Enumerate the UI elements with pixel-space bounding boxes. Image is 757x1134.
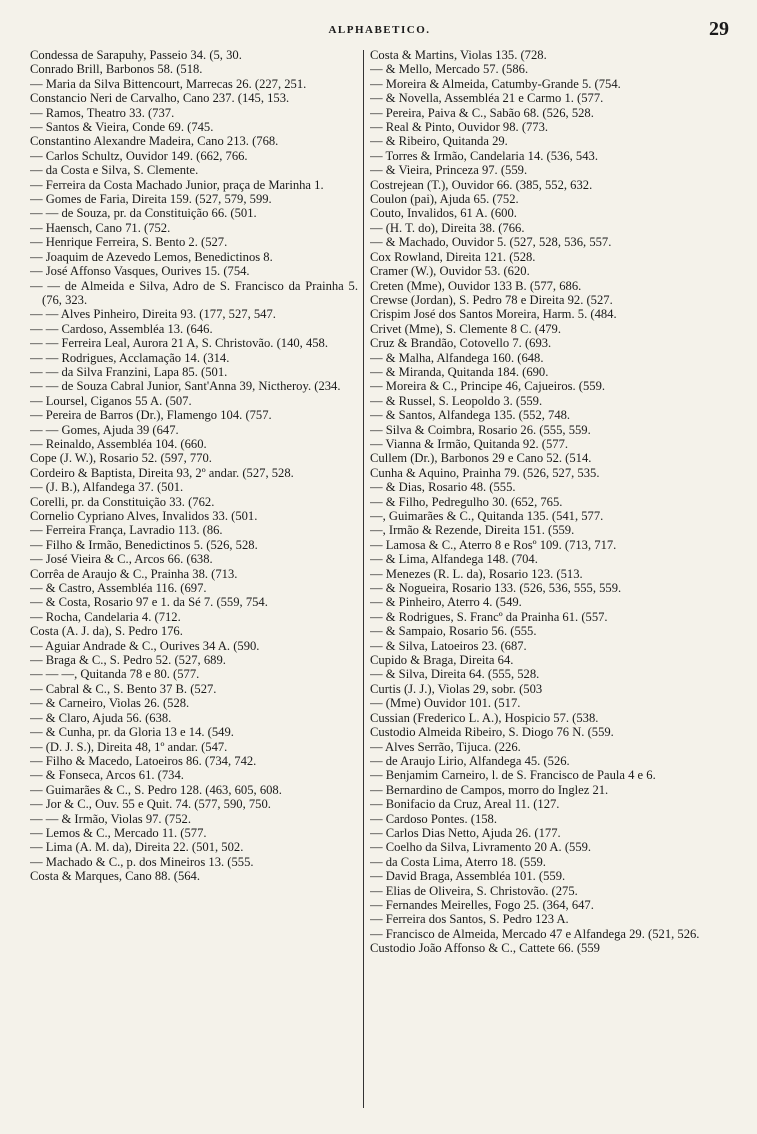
directory-entry: — Braga & C., S. Pedro 52. (527, 689. (30, 653, 226, 668)
directory-entry: — Guimarães & C., S. Pedro 128. (463, 605, 608. (30, 782, 282, 797)
directory-entry: — — de Souza, pr. da Constituição 66. (501. (30, 206, 257, 221)
directory-entry: — & Mello, Mercado 57. (586. (370, 62, 529, 77)
directory-entry: — Benjamim Carneiro, l. de S. Francisco de Paula 4 e 6. (370, 768, 656, 783)
directory-entry: — Lima (A. M. da), Direita 22. (501, 502. (30, 840, 244, 855)
directory-entry: — Joaquim de Azevedo Lemos, Benedictinos 8. (30, 249, 273, 264)
directory-entry: Costa & Marques, Cano 88. (564. (30, 869, 200, 884)
page-number: 29 (709, 18, 729, 40)
directory-entry: Coulon (pai), Ajuda 65. (752. (370, 192, 519, 207)
directory-entry: — & Filho, Pedregulho 30. (652, 765. (370, 494, 563, 509)
directory-entry: — Ferreira França, Lavradio 113. (86. (30, 523, 223, 538)
directory-entry: Conrado Brill, Barbonos 58. (518. (30, 62, 203, 77)
directory-entry: — & Fonseca, Arcos 61. (734. (30, 768, 184, 783)
directory-entry: — Aguiar Andrade & C., Ourives 34 A. (590. (30, 638, 260, 653)
directory-entry: — Carlos Dias Netto, Ajuda 26. (177. (370, 825, 561, 840)
directory-entry: Curtis (J. J.), Violas 29, sobr. (503 (370, 681, 543, 696)
directory-entry: Costa & Martins, Violas 135. (728. (370, 48, 547, 62)
directory-entry: — & Costa, Rosario 97 e 1. da Sé 7. (559, 754. (30, 595, 268, 610)
directory-entry: Cornelio Cypriano Alves, Invalidos 33. (501. (30, 509, 258, 523)
directory-entry: — — Rodrigues, Acclamação 14. (314. (30, 350, 230, 365)
directory-entry: — Cabral & C., S. Bento 37 B. (527. (30, 681, 217, 696)
directory-entry: — Alves Serrão, Tijuca. (226. (370, 739, 521, 754)
directory-entry: — Silva & Coimbra, Rosario 26. (555, 559. (370, 422, 591, 437)
directory-entry: Corelli, pr. da Constituição 33. (762. (30, 494, 215, 509)
directory-entry: — & Castro, Assembléa 116. (697. (30, 581, 207, 596)
directory-entry: — Cardoso Pontes. (158. (370, 811, 497, 826)
directory-entry: — & Nogueira, Rosario 133. (526, 536, 555, 559. (370, 581, 622, 596)
directory-entry: — Vianna & Irmão, Quitanda 92. (577. (370, 436, 569, 451)
directory-entry: — & Sampaio, Rosario 56. (555. (370, 624, 537, 639)
directory-entry: — (D. J. S.), Direita 48, 1º andar. (547. (30, 739, 228, 754)
directory-entry: — Santos & Vieira, Conde 69. (745. (30, 120, 214, 135)
directory-entry: — & Claro, Ajuda 56. (638. (30, 710, 172, 725)
directory-entry: Cruz & Brandão, Cotovello 7. (693. (370, 336, 552, 351)
directory-entry: — — Ferreira Leal, Aurora 21 A, S. Christovão. (140, 458. (30, 336, 329, 351)
directory-entry: — Real & Pinto, Ouvidor 98. (773. (370, 120, 549, 135)
right-column (370, 48, 727, 1114)
directory-entry: — Elias de Oliveira, S. Christovão. (275. (370, 883, 578, 898)
directory-entry: Cussian (Frederico L. A.), Hospicio 57. (538. (370, 710, 599, 725)
directory-entry: — & Miranda, Quitanda 184. (690. (370, 364, 549, 379)
directory-columns (30, 48, 727, 1114)
directory-entry: — Loursel, Ciganos 55 A. (507. (30, 393, 192, 408)
directory-entry: Corrêa de Araujo & C., Prainha 38. (713. (30, 566, 238, 581)
directory-entry: — — Alves Pinheiro, Direita 93. (177, 527, 547. (30, 307, 276, 322)
directory-entry: — Pereira, Paiva & C., Sabão 68. (526, 528. (370, 105, 594, 120)
directory-entry: — Reinaldo, Assembléa 104. (660. (30, 436, 207, 451)
directory-entry: — Menezes (R. L. da), Rosario 123. (513. (370, 566, 583, 581)
directory-entry: — — Cardoso, Assembléa 13. (646. (30, 321, 213, 336)
directory-entry: — David Braga, Assembléa 101. (559. (370, 869, 566, 884)
directory-entry: — da Costa Lima, Aterro 18. (559. (370, 854, 546, 869)
column-divider (363, 50, 364, 1108)
page-header (30, 18, 729, 46)
directory-entry: — & Malha, Alfandega 160. (648. (370, 350, 544, 365)
directory-entry: — Coelho da Silva, Livramento 20 A. (559. (370, 840, 592, 855)
directory-entry: —, Irmão & Rezende, Direita 151. (559. (370, 523, 575, 538)
directory-entry: — & Pinheiro, Aterro 4. (549. (370, 595, 522, 610)
directory-entry: — Bonifacio da Cruz, Areal 11. (127. (370, 797, 560, 812)
directory-entry: Constantino Alexandre Madeira, Cano 213. (768. (30, 134, 279, 149)
directory-entry: Creten (Mme), Ouvidor 133 B. (577, 686. (370, 278, 582, 293)
directory-entry: Crewse (Jordan), S. Pedro 78 e Direita 92. (527. (370, 292, 613, 307)
directory-entry: — — da Silva Franzini, Lapa 85. (501. (30, 364, 228, 379)
directory-entry: — Bernardino de Campos, morro do Inglez 21. (370, 782, 609, 797)
directory-entry: — — de Almeida e Silva, Adro de S. Francisco da Prainha 5. (76, 323. (30, 278, 358, 307)
directory-entry: — Francisco de Almeida, Mercado 47 e Alfandega 29. (521, 526. (370, 926, 700, 941)
directory-entry: Cunha & Aquino, Prainha 79. (526, 527, 535. (370, 465, 600, 480)
directory-entry: — Gomes de Faria, Direita 159. (527, 579, 599. (30, 192, 272, 207)
directory-entry: — & Lima, Alfandega 148. (704. (370, 552, 538, 567)
directory-entry: — da Costa e Silva, S. Clemente. (30, 163, 199, 178)
directory-entry: — & Carneiro, Violas 26. (528. (30, 696, 190, 711)
directory-entry: Custodio João Affonso & C., Cattete 66. (559 (370, 941, 600, 956)
running-title: ALPHABETICO. (328, 24, 431, 36)
directory-entry: — & Machado, Ouvidor 5. (527, 528, 536, 557. (370, 235, 612, 250)
directory-entry: Constancio Neri de Carvalho, Cano 237. (145, 153. (30, 91, 290, 106)
directory-entry: — Jor & C., Ouv. 55 e Quit. 74. (577, 590, 750. (30, 797, 271, 812)
directory-entry: —, Guimarães & C., Quitanda 135. (541, 577. (370, 509, 604, 523)
directory-entry: Cupido & Braga, Direita 64. (370, 653, 514, 668)
directory-entry: Condessa de Sarapuhy, Passeio 34. (5, 30. (30, 48, 242, 62)
directory-entry: — Lemos & C., Mercado 11. (577. (30, 825, 207, 840)
directory-entry: — (J. B.), Alfandega 37. (501. (30, 480, 184, 495)
directory-entry: — Moreira & C., Principe 46, Cajueiros. (559. (370, 379, 606, 394)
directory-entry: — Maria da Silva Bittencourt, Marrecas 26. (227, 251. (30, 76, 307, 91)
directory-entry: — & Vieira, Princeza 97. (559. (370, 163, 528, 178)
directory-entry: — Torres & Irmão, Candelaria 14. (536, 543. (370, 148, 598, 163)
directory-entry: — — —, Quitanda 78 e 80. (577. (30, 667, 200, 682)
directory-entry: — (H. T. do), Direita 38. (766. (370, 220, 525, 235)
directory-entry: Crispim José dos Santos Moreira, Harm. 5. (484. (370, 307, 617, 322)
directory-entry: — — & Irmão, Violas 97. (752. (30, 811, 191, 826)
directory-entry: Cullem (Dr.), Barbonos 29 e Cano 52. (514. (370, 451, 592, 466)
directory-entry: — de Araujo Lirio, Alfandega 45. (526. (370, 753, 570, 768)
directory-entry: Cope (J. W.), Rosario 52. (597, 770. (30, 451, 212, 466)
directory-entry: — — de Souza Cabral Junior, Sant'Anna 39, Nictheroy. (234. (30, 379, 341, 394)
directory-entry: — José Vieira & C., Arcos 66. (638. (30, 552, 213, 567)
directory-entry: — Henrique Ferreira, S. Bento 2. (527. (30, 235, 228, 250)
directory-entry: — & Silva, Direita 64. (555, 528. (370, 667, 540, 682)
directory-entry: — Ferreira dos Santos, S. Pedro 123 A. (370, 912, 569, 927)
directory-entry: — Carlos Schultz, Ouvidor 149. (662, 766. (30, 148, 248, 163)
directory-entry: Cordeiro & Baptista, Direita 93, 2º andar. (527, 528. (30, 465, 294, 480)
directory-entry: — & Cunha, pr. da Gloria 13 e 14. (549. (30, 725, 234, 740)
directory-entry: Costa (A. J. da), S. Pedro 176. (30, 624, 183, 639)
directory-entry: — & Russel, S. Leopoldo 3. (559. (370, 393, 543, 408)
directory-entry: Custodio Almeida Ribeiro, S. Diogo 76 N. (559. (370, 725, 614, 740)
directory-entry: — Filho & Irmão, Benedictinos 5. (526, 528. (30, 537, 258, 552)
directory-entry: — Moreira & Almeida, Catumby-Grande 5. (754. (370, 76, 621, 91)
directory-entry: Crivet (Mme), S. Clemente 8 C. (479. (370, 321, 561, 336)
directory-entry: — & Rodrigues, S. Francº da Prainha 61. (557. (370, 609, 608, 624)
directory-entry: Cox Rowland, Direita 121. (528. (370, 249, 536, 264)
directory-entry: — & Dias, Rosario 48. (555. (370, 480, 516, 495)
directory-entry: — Fernandes Meirelles, Fogo 25. (364, 647. (370, 897, 594, 912)
directory-entry: — — Gomes, Ajuda 39 (647. (30, 422, 179, 437)
directory-entry: — & Novella, Assembléa 21 e Carmo 1. (577. (370, 91, 604, 106)
directory-entry: — Lamosa & C., Aterro 8 e Rosº 109. (713, 717. (370, 537, 617, 552)
directory-entry: — (Mme) Ouvidor 101. (517. (370, 696, 521, 711)
directory-entry: — & Silva, Latoeiros 23. (687. (370, 638, 527, 653)
directory-entry: — José Affonso Vasques, Ourives 15. (754. (30, 264, 250, 279)
directory-entry: Couto, Invalidos, 61 A. (600. (370, 206, 517, 221)
directory-entry: — Filho & Macedo, Latoeiros 86. (734, 742. (30, 753, 257, 768)
directory-entry: — & Santos, Alfandega 135. (552, 748. (370, 408, 571, 423)
directory-entry: Costrejean (T.), Ouvidor 66. (385, 552, 632. (370, 177, 593, 192)
left-column (30, 48, 358, 1114)
directory-entry: — Pereira de Barros (Dr.), Flamengo 104. (757. (30, 408, 272, 423)
directory-entry: — Machado & C., p. dos Mineiros 13. (555. (30, 854, 254, 869)
directory-entry: — Rocha, Candelaria 4. (712. (30, 609, 181, 624)
directory-entry: — Haensch, Cano 71. (752. (30, 220, 171, 235)
directory-entry: — Ramos, Theatro 33. (737. (30, 105, 175, 120)
directory-entry: — & Ribeiro, Quitanda 29. (370, 134, 508, 149)
directory-entry: — Ferreira da Costa Machado Junior, praça de Marinha 1. (30, 177, 324, 192)
directory-entry: Cramer (W.), Ouvidor 53. (620. (370, 264, 530, 279)
